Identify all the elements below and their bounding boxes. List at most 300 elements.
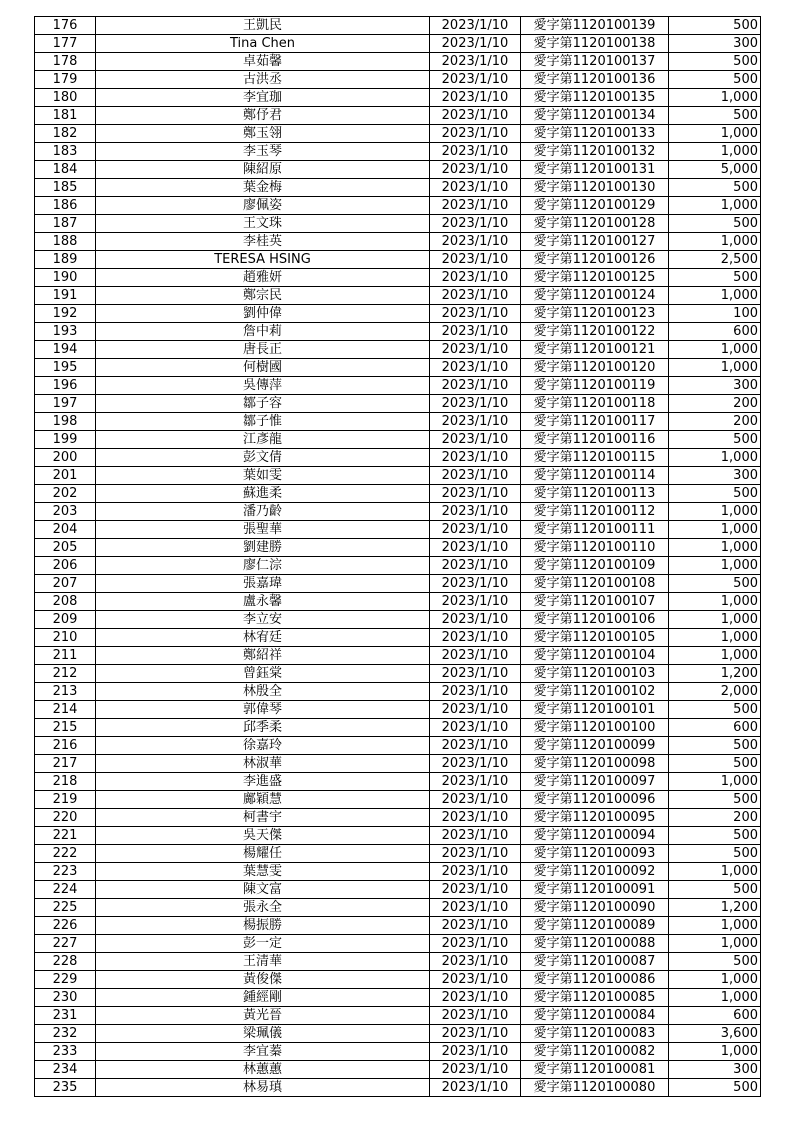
receipt-number-cell: 愛字第1120100139 <box>521 17 669 35</box>
donor-name-cell: 陳文富 <box>96 881 430 899</box>
table-row <box>35 899 761 917</box>
donation-date-cell: 2023/1/10 <box>430 251 521 269</box>
donor-name-cell: 徐嘉玲 <box>96 737 430 755</box>
donation-date-cell: 2023/1/10 <box>430 557 521 575</box>
table-row <box>35 881 761 899</box>
donation-amount-cell: 500 <box>669 485 761 503</box>
row-number-cell: 179 <box>35 71 96 89</box>
donor-name-cell: 黃俊傑 <box>96 971 430 989</box>
row-number-cell: 217 <box>35 755 96 773</box>
table-row <box>35 89 761 107</box>
donation-amount-cell: 100 <box>669 305 761 323</box>
donor-name-cell: 王凱民 <box>96 17 430 35</box>
donation-amount-cell: 500 <box>669 17 761 35</box>
receipt-number-cell: 愛字第1120100088 <box>521 935 669 953</box>
donor-name-cell: 李立安 <box>96 611 430 629</box>
row-number-cell: 201 <box>35 467 96 485</box>
table-row <box>35 359 761 377</box>
row-number-cell: 229 <box>35 971 96 989</box>
table-row <box>35 125 761 143</box>
donation-amount-cell: 500 <box>669 845 761 863</box>
donation-amount-cell: 1,000 <box>669 971 761 989</box>
donor-name-cell: 邱季柔 <box>96 719 430 737</box>
donation-amount-cell: 300 <box>669 377 761 395</box>
row-number-cell: 209 <box>35 611 96 629</box>
donation-amount-cell: 1,000 <box>669 593 761 611</box>
donation-table <box>34 16 761 1097</box>
table-row <box>35 179 761 197</box>
donation-amount-cell: 500 <box>669 791 761 809</box>
donation-date-cell: 2023/1/10 <box>430 143 521 161</box>
table-row <box>35 53 761 71</box>
donation-amount-cell: 1,200 <box>669 899 761 917</box>
donor-name-cell: 吳傳萍 <box>96 377 430 395</box>
receipt-number-cell: 愛字第1120100132 <box>521 143 669 161</box>
donor-name-cell: 廖佩姿 <box>96 197 430 215</box>
donor-name-cell: 李桂英 <box>96 233 430 251</box>
row-number-cell: 221 <box>35 827 96 845</box>
donation-date-cell: 2023/1/10 <box>430 971 521 989</box>
donor-name-cell: 鄭宗民 <box>96 287 430 305</box>
donor-name-cell: 唐長正 <box>96 341 430 359</box>
donation-date-cell: 2023/1/10 <box>430 935 521 953</box>
donation-amount-cell: 500 <box>669 755 761 773</box>
donor-name-cell: 蘇進柔 <box>96 485 430 503</box>
donation-date-cell: 2023/1/10 <box>430 179 521 197</box>
table-row <box>35 935 761 953</box>
receipt-number-cell: 愛字第1120100115 <box>521 449 669 467</box>
row-number-cell: 202 <box>35 485 96 503</box>
donation-amount-cell: 600 <box>669 719 761 737</box>
donation-date-cell: 2023/1/10 <box>430 647 521 665</box>
table-row <box>35 989 761 1007</box>
donor-name-cell: 葉如雯 <box>96 467 430 485</box>
table-row <box>35 755 761 773</box>
donor-name-cell: 江彥龍 <box>96 431 430 449</box>
donor-name-cell: 劉仲偉 <box>96 305 430 323</box>
donation-date-cell: 2023/1/10 <box>430 881 521 899</box>
donation-amount-cell: 200 <box>669 413 761 431</box>
table-row <box>35 809 761 827</box>
row-number-cell: 200 <box>35 449 96 467</box>
donation-amount-cell: 300 <box>669 35 761 53</box>
donor-name-cell: 彭文倩 <box>96 449 430 467</box>
donation-amount-cell: 1,000 <box>669 863 761 881</box>
donation-date-cell: 2023/1/10 <box>430 845 521 863</box>
table-row <box>35 197 761 215</box>
donation-date-cell: 2023/1/10 <box>430 35 521 53</box>
row-number-cell: 215 <box>35 719 96 737</box>
receipt-number-cell: 愛字第1120100099 <box>521 737 669 755</box>
row-number-cell: 207 <box>35 575 96 593</box>
donor-name-cell: 李玉琴 <box>96 143 430 161</box>
donation-amount-cell: 1,000 <box>669 647 761 665</box>
donation-date-cell: 2023/1/10 <box>430 1043 521 1061</box>
donation-date-cell: 2023/1/10 <box>430 485 521 503</box>
table-row <box>35 647 761 665</box>
donation-date-cell: 2023/1/10 <box>430 827 521 845</box>
receipt-number-cell: 愛字第1120100093 <box>521 845 669 863</box>
donation-date-cell: 2023/1/10 <box>430 773 521 791</box>
donation-date-cell: 2023/1/10 <box>430 89 521 107</box>
donation-date-cell: 2023/1/10 <box>430 269 521 287</box>
donor-name-cell: 林宥廷 <box>96 629 430 647</box>
donation-date-cell: 2023/1/10 <box>430 413 521 431</box>
donor-name-cell: 葉金梅 <box>96 179 430 197</box>
donation-date-cell: 2023/1/10 <box>430 989 521 1007</box>
donation-date-cell: 2023/1/10 <box>430 395 521 413</box>
donation-date-cell: 2023/1/10 <box>430 719 521 737</box>
row-number-cell: 235 <box>35 1079 96 1097</box>
table-row <box>35 863 761 881</box>
donor-name-cell: 李宜蓁 <box>96 1043 430 1061</box>
donor-name-cell: Tina Chen <box>96 35 430 53</box>
receipt-number-cell: 愛字第1120100134 <box>521 107 669 125</box>
row-number-cell: 228 <box>35 953 96 971</box>
donation-amount-cell: 600 <box>669 323 761 341</box>
donor-name-cell: 李宜珈 <box>96 89 430 107</box>
donation-amount-cell: 1,000 <box>669 503 761 521</box>
donation-amount-cell: 1,000 <box>669 611 761 629</box>
receipt-number-cell: 愛字第1120100083 <box>521 1025 669 1043</box>
row-number-cell: 234 <box>35 1061 96 1079</box>
donation-amount-cell: 500 <box>669 179 761 197</box>
receipt-number-cell: 愛字第1120100094 <box>521 827 669 845</box>
row-number-cell: 222 <box>35 845 96 863</box>
table-row <box>35 287 761 305</box>
table-row <box>35 467 761 485</box>
receipt-number-cell: 愛字第1120100130 <box>521 179 669 197</box>
table-row <box>35 701 761 719</box>
donation-date-cell: 2023/1/10 <box>430 1025 521 1043</box>
row-number-cell: 189 <box>35 251 96 269</box>
table-row <box>35 161 761 179</box>
table-row <box>35 629 761 647</box>
row-number-cell: 196 <box>35 377 96 395</box>
receipt-number-cell: 愛字第1120100091 <box>521 881 669 899</box>
donor-name-cell: 彭一定 <box>96 935 430 953</box>
table-row <box>35 449 761 467</box>
table-row <box>35 215 761 233</box>
row-number-cell: 185 <box>35 179 96 197</box>
donation-date-cell: 2023/1/10 <box>430 431 521 449</box>
donation-date-cell: 2023/1/10 <box>430 809 521 827</box>
row-number-cell: 210 <box>35 629 96 647</box>
donation-amount-cell: 200 <box>669 395 761 413</box>
donation-amount-cell: 1,000 <box>669 359 761 377</box>
donation-date-cell: 2023/1/10 <box>430 1007 521 1025</box>
donation-date-cell: 2023/1/10 <box>430 521 521 539</box>
receipt-number-cell: 愛字第1120100135 <box>521 89 669 107</box>
table-row <box>35 683 761 701</box>
row-number-cell: 212 <box>35 665 96 683</box>
receipt-number-cell: 愛字第1120100128 <box>521 215 669 233</box>
donation-amount-cell: 1,000 <box>669 449 761 467</box>
table-row <box>35 521 761 539</box>
donation-amount-cell: 500 <box>669 53 761 71</box>
receipt-number-cell: 愛字第1120100085 <box>521 989 669 1007</box>
donation-date-cell: 2023/1/10 <box>430 323 521 341</box>
donor-name-cell: 林易瑱 <box>96 1079 430 1097</box>
donation-amount-cell: 1,000 <box>669 341 761 359</box>
donor-name-cell: 曾鈺棠 <box>96 665 430 683</box>
donor-name-cell: 林淑華 <box>96 755 430 773</box>
table-row <box>35 377 761 395</box>
row-number-cell: 214 <box>35 701 96 719</box>
table-row <box>35 251 761 269</box>
donor-name-cell: 林蕙蕙 <box>96 1061 430 1079</box>
table-row <box>35 557 761 575</box>
table-row <box>35 575 761 593</box>
receipt-number-cell: 愛字第1120100116 <box>521 431 669 449</box>
donation-amount-cell: 5,000 <box>669 161 761 179</box>
row-number-cell: 216 <box>35 737 96 755</box>
receipt-number-cell: 愛字第1120100119 <box>521 377 669 395</box>
donor-name-cell: 鍾經剛 <box>96 989 430 1007</box>
row-number-cell: 204 <box>35 521 96 539</box>
row-number-cell: 205 <box>35 539 96 557</box>
receipt-number-cell: 愛字第1120100108 <box>521 575 669 593</box>
receipt-number-cell: 愛字第1120100126 <box>521 251 669 269</box>
receipt-number-cell: 愛字第1120100111 <box>521 521 669 539</box>
donation-date-cell: 2023/1/10 <box>430 737 521 755</box>
donation-amount-cell: 1,000 <box>669 773 761 791</box>
donation-date-cell: 2023/1/10 <box>430 917 521 935</box>
table-row <box>35 1043 761 1061</box>
donation-amount-cell: 500 <box>669 1079 761 1097</box>
receipt-number-cell: 愛字第1120100092 <box>521 863 669 881</box>
receipt-number-cell: 愛字第1120100112 <box>521 503 669 521</box>
table-row <box>35 737 761 755</box>
receipt-number-cell: 愛字第1120100098 <box>521 755 669 773</box>
donation-table-body <box>35 17 761 1097</box>
receipt-number-cell: 愛字第1120100090 <box>521 899 669 917</box>
donor-name-cell: 廖仁淙 <box>96 557 430 575</box>
donation-date-cell: 2023/1/10 <box>430 341 521 359</box>
row-number-cell: 192 <box>35 305 96 323</box>
donation-date-cell: 2023/1/10 <box>430 701 521 719</box>
row-number-cell: 197 <box>35 395 96 413</box>
row-number-cell: 195 <box>35 359 96 377</box>
row-number-cell: 224 <box>35 881 96 899</box>
donor-name-cell: 王清華 <box>96 953 430 971</box>
donor-name-cell: 柯書宇 <box>96 809 430 827</box>
donation-amount-cell: 1,000 <box>669 989 761 1007</box>
donation-date-cell: 2023/1/10 <box>430 287 521 305</box>
donation-amount-cell: 1,000 <box>669 125 761 143</box>
receipt-number-cell: 愛字第1120100096 <box>521 791 669 809</box>
row-number-cell: 218 <box>35 773 96 791</box>
donor-name-cell: 卓茹馨 <box>96 53 430 71</box>
donor-name-cell: 鄺穎慧 <box>96 791 430 809</box>
table-row <box>35 305 761 323</box>
donor-name-cell: 鄒子惟 <box>96 413 430 431</box>
receipt-number-cell: 愛字第1120100104 <box>521 647 669 665</box>
table-row <box>35 413 761 431</box>
table-row <box>35 107 761 125</box>
receipt-number-cell: 愛字第1120100125 <box>521 269 669 287</box>
donation-amount-cell: 2,500 <box>669 251 761 269</box>
donor-name-cell: 趙雅妍 <box>96 269 430 287</box>
donation-date-cell: 2023/1/10 <box>430 899 521 917</box>
donation-date-cell: 2023/1/10 <box>430 305 521 323</box>
row-number-cell: 230 <box>35 989 96 1007</box>
donation-amount-cell: 500 <box>669 701 761 719</box>
row-number-cell: 231 <box>35 1007 96 1025</box>
donation-amount-cell: 500 <box>669 215 761 233</box>
donor-name-cell: 古洪丞 <box>96 71 430 89</box>
donation-date-cell: 2023/1/10 <box>430 125 521 143</box>
donation-date-cell: 2023/1/10 <box>430 359 521 377</box>
donation-date-cell: 2023/1/10 <box>430 593 521 611</box>
table-row <box>35 1079 761 1097</box>
row-number-cell: 178 <box>35 53 96 71</box>
donor-name-cell: 林殷全 <box>96 683 430 701</box>
row-number-cell: 203 <box>35 503 96 521</box>
receipt-number-cell: 愛字第1120100100 <box>521 719 669 737</box>
receipt-number-cell: 愛字第1120100118 <box>521 395 669 413</box>
donation-date-cell: 2023/1/10 <box>430 539 521 557</box>
row-number-cell: 211 <box>35 647 96 665</box>
donor-name-cell: 潘乃齡 <box>96 503 430 521</box>
receipt-number-cell: 愛字第1120100131 <box>521 161 669 179</box>
donor-name-cell: 鄭伃君 <box>96 107 430 125</box>
donor-name-cell: 吳天傑 <box>96 827 430 845</box>
donation-date-cell: 2023/1/10 <box>430 683 521 701</box>
donation-amount-cell: 500 <box>669 881 761 899</box>
row-number-cell: 176 <box>35 17 96 35</box>
donation-amount-cell: 200 <box>669 809 761 827</box>
donor-name-cell: 郭偉琴 <box>96 701 430 719</box>
receipt-number-cell: 愛字第1120100082 <box>521 1043 669 1061</box>
donor-name-cell: 梁珮儀 <box>96 1025 430 1043</box>
donor-name-cell: TERESA HSING <box>96 251 430 269</box>
table-row <box>35 1007 761 1025</box>
donor-name-cell: 葉慧雯 <box>96 863 430 881</box>
table-row <box>35 791 761 809</box>
donor-name-cell: 李進盛 <box>96 773 430 791</box>
donor-name-cell: 張永全 <box>96 899 430 917</box>
donation-amount-cell: 1,000 <box>669 89 761 107</box>
donation-amount-cell: 300 <box>669 1061 761 1079</box>
donation-amount-cell: 1,000 <box>669 287 761 305</box>
row-number-cell: 198 <box>35 413 96 431</box>
row-number-cell: 184 <box>35 161 96 179</box>
donor-name-cell: 張聖華 <box>96 521 430 539</box>
donor-name-cell: 楊振勝 <box>96 917 430 935</box>
row-number-cell: 177 <box>35 35 96 53</box>
receipt-number-cell: 愛字第1120100122 <box>521 323 669 341</box>
receipt-number-cell: 愛字第1120100129 <box>521 197 669 215</box>
table-row <box>35 35 761 53</box>
table-row <box>35 917 761 935</box>
receipt-number-cell: 愛字第1120100089 <box>521 917 669 935</box>
receipt-number-cell: 愛字第1120100086 <box>521 971 669 989</box>
receipt-number-cell: 愛字第1120100102 <box>521 683 669 701</box>
receipt-number-cell: 愛字第1120100136 <box>521 71 669 89</box>
donation-amount-cell: 1,000 <box>669 629 761 647</box>
donation-amount-cell: 1,200 <box>669 665 761 683</box>
table-row <box>35 539 761 557</box>
row-number-cell: 199 <box>35 431 96 449</box>
table-row <box>35 719 761 737</box>
receipt-number-cell: 愛字第1120100087 <box>521 953 669 971</box>
donor-name-cell: 王文珠 <box>96 215 430 233</box>
row-number-cell: 186 <box>35 197 96 215</box>
row-number-cell: 191 <box>35 287 96 305</box>
donation-amount-cell: 300 <box>669 467 761 485</box>
receipt-number-cell: 愛字第1120100133 <box>521 125 669 143</box>
donation-date-cell: 2023/1/10 <box>430 161 521 179</box>
table-row <box>35 233 761 251</box>
receipt-number-cell: 愛字第1120100137 <box>521 53 669 71</box>
receipt-number-cell: 愛字第1120100103 <box>521 665 669 683</box>
row-number-cell: 188 <box>35 233 96 251</box>
row-number-cell: 233 <box>35 1043 96 1061</box>
donation-date-cell: 2023/1/10 <box>430 791 521 809</box>
table-row <box>35 269 761 287</box>
row-number-cell: 187 <box>35 215 96 233</box>
row-number-cell: 213 <box>35 683 96 701</box>
donation-amount-cell: 500 <box>669 827 761 845</box>
donation-date-cell: 2023/1/10 <box>430 53 521 71</box>
donor-name-cell: 張嘉瑋 <box>96 575 430 593</box>
donation-amount-cell: 500 <box>669 431 761 449</box>
table-row <box>35 485 761 503</box>
row-number-cell: 227 <box>35 935 96 953</box>
row-number-cell: 193 <box>35 323 96 341</box>
donation-amount-cell: 3,600 <box>669 1025 761 1043</box>
donation-date-cell: 2023/1/10 <box>430 1061 521 1079</box>
table-row <box>35 1025 761 1043</box>
receipt-number-cell: 愛字第1120100123 <box>521 305 669 323</box>
receipt-number-cell: 愛字第1120100084 <box>521 1007 669 1025</box>
row-number-cell: 219 <box>35 791 96 809</box>
table-row <box>35 143 761 161</box>
donation-date-cell: 2023/1/10 <box>430 215 521 233</box>
row-number-cell: 226 <box>35 917 96 935</box>
table-row <box>35 431 761 449</box>
receipt-number-cell: 愛字第1120100095 <box>521 809 669 827</box>
donation-amount-cell: 1,000 <box>669 197 761 215</box>
donation-amount-cell: 500 <box>669 71 761 89</box>
donation-amount-cell: 1,000 <box>669 1043 761 1061</box>
receipt-number-cell: 愛字第1120100105 <box>521 629 669 647</box>
table-row <box>35 827 761 845</box>
table-row <box>35 611 761 629</box>
row-number-cell: 180 <box>35 89 96 107</box>
receipt-number-cell: 愛字第1120100117 <box>521 413 669 431</box>
row-number-cell: 206 <box>35 557 96 575</box>
donor-name-cell: 鄭紹祥 <box>96 647 430 665</box>
row-number-cell: 225 <box>35 899 96 917</box>
row-number-cell: 194 <box>35 341 96 359</box>
donor-name-cell: 陳紹原 <box>96 161 430 179</box>
donor-name-cell: 盧永馨 <box>96 593 430 611</box>
donor-name-cell: 鄒子容 <box>96 395 430 413</box>
donation-amount-cell: 1,000 <box>669 539 761 557</box>
table-row <box>35 773 761 791</box>
donation-date-cell: 2023/1/10 <box>430 755 521 773</box>
receipt-number-cell: 愛字第1120100113 <box>521 485 669 503</box>
receipt-number-cell: 愛字第1120100107 <box>521 593 669 611</box>
donation-date-cell: 2023/1/10 <box>430 629 521 647</box>
donor-name-cell: 劉建勝 <box>96 539 430 557</box>
receipt-number-cell: 愛字第1120100110 <box>521 539 669 557</box>
table-row <box>35 395 761 413</box>
table-row <box>35 341 761 359</box>
receipt-number-cell: 愛字第1120100097 <box>521 773 669 791</box>
